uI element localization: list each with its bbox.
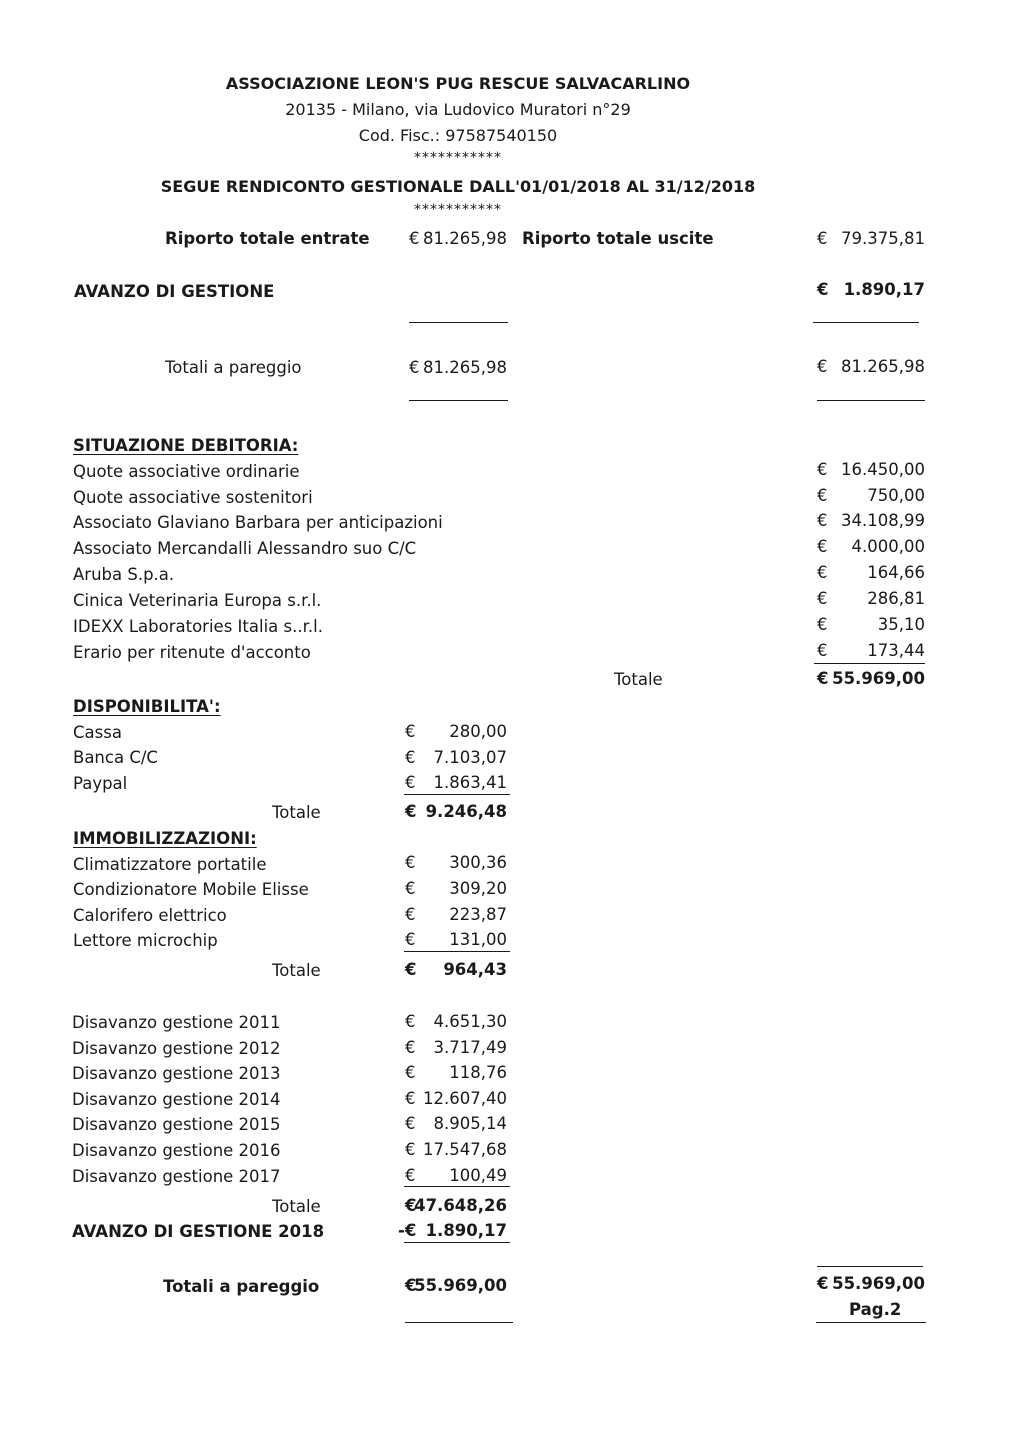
- deficits-total-value: 47.648,26: [414, 1196, 507, 1215]
- deficit-value: 3.717,49: [433, 1038, 507, 1057]
- surplus-value: 1.890,17: [843, 280, 925, 299]
- income-label: Riporto totale entrate: [165, 229, 370, 248]
- debt-label: Erario per ritenute d'acconto: [73, 643, 311, 662]
- euro-sign: €: [405, 1063, 416, 1082]
- debt-value: 16.450,00: [841, 460, 925, 479]
- debt-label: Quote associative sostenitori: [73, 488, 313, 507]
- page-number: Pag.2: [849, 1300, 902, 1319]
- tax-code: Cod. Fisc.: 97587540150: [358, 126, 558, 145]
- debt-value: 750,00: [867, 486, 925, 505]
- surplus-2018-label: AVANZO DI GESTIONE 2018: [72, 1222, 325, 1241]
- balance-right-value: 81.265,98: [841, 357, 925, 376]
- debt-label: Cinica Veterinaria Europa s.r.l.: [73, 591, 322, 610]
- euro-sign: €: [405, 1196, 417, 1215]
- final-balance-label: Totali a pareggio: [163, 1277, 320, 1296]
- euro-sign: €: [405, 722, 416, 741]
- deficit-label: Disavanzo gestione 2015: [72, 1115, 281, 1134]
- euro-sign: €: [405, 748, 416, 767]
- euro-sign: €: [405, 1089, 416, 1108]
- euro-sign: €: [409, 229, 420, 248]
- euro-sign: €: [817, 641, 828, 660]
- asset-label: Calorifero elettrico: [73, 906, 227, 925]
- rule: [405, 1322, 513, 1323]
- org-name: ASSOCIAZIONE LEON'S PUG RESCUE SALVACARLINO: [225, 74, 691, 93]
- org-address: 20135 - Milano, via Ludovico Muratori n°29: [285, 100, 631, 119]
- euro-sign: €: [405, 1038, 416, 1057]
- income-value: 81.265,98: [423, 229, 507, 248]
- report-title: SEGUE RENDICONTO GESTIONALE DALL'01/01/2018 AL 31/12/2018: [160, 177, 756, 196]
- debt-value: 35,10: [877, 615, 925, 634]
- deficit-label: Disavanzo gestione 2013: [72, 1064, 281, 1083]
- cash-total-value: 9.246,48: [425, 802, 507, 821]
- deficit-label: Disavanzo gestione 2016: [72, 1141, 281, 1160]
- debt-label: Aruba S.p.a.: [73, 565, 175, 584]
- assets-total-value: 964,43: [443, 960, 507, 979]
- assets-heading: IMMOBILIZZAZIONI:: [73, 829, 257, 848]
- final-balance-right: 55.969,00: [832, 1274, 925, 1293]
- euro-sign: €: [405, 1140, 416, 1159]
- euro-sign: €: [817, 460, 828, 479]
- debt-value: 286,81: [867, 589, 925, 608]
- debts-total-label: Totale: [614, 670, 663, 689]
- euro-sign: €: [817, 229, 828, 248]
- cash-value: 280,00: [449, 722, 507, 741]
- euro-sign: €: [409, 358, 420, 377]
- euro-sign: €: [817, 486, 828, 505]
- deficit-value: 17.547,68: [423, 1140, 507, 1159]
- rule: [404, 794, 510, 795]
- surplus-label: AVANZO DI GESTIONE: [74, 282, 275, 301]
- rule: [817, 1266, 923, 1267]
- debt-value: 173,44: [867, 641, 925, 660]
- rule: [409, 322, 508, 323]
- rule: [816, 1322, 926, 1323]
- surplus-2018-value: 1.890,17: [425, 1221, 507, 1240]
- rule: [813, 322, 919, 323]
- euro-sign: €: [405, 1114, 416, 1133]
- euro-sign: €: [405, 1166, 416, 1185]
- final-balance-left: 55.969,00: [414, 1276, 507, 1295]
- euro-sign: €: [817, 1274, 829, 1293]
- asset-value: 300,36: [449, 853, 507, 872]
- asset-value: 309,20: [449, 879, 507, 898]
- euro-sign: €: [405, 853, 416, 872]
- asset-value: 131,00: [449, 930, 507, 949]
- deficit-value: 4.651,30: [433, 1012, 507, 1031]
- euro-sign: €: [817, 669, 829, 688]
- balance-left-value: 81.265,98: [423, 358, 507, 377]
- rule: [409, 400, 508, 401]
- surplus-2018-sign: -€: [398, 1221, 417, 1240]
- euro-sign: €: [817, 563, 828, 582]
- expense-label: Riporto totale uscite: [522, 229, 714, 248]
- euro-sign: €: [817, 589, 828, 608]
- cash-total-label: Totale: [272, 803, 321, 822]
- cash-value: 1.863,41: [433, 773, 507, 792]
- asset-label: Climatizzatore portatile: [73, 855, 267, 874]
- euro-sign: €: [405, 905, 416, 924]
- euro-sign: €: [405, 930, 416, 949]
- cash-label: Paypal: [73, 774, 128, 793]
- euro-sign: €: [817, 537, 828, 556]
- euro-sign: €: [405, 879, 416, 898]
- euro-sign: €: [817, 357, 828, 376]
- euro-sign: €: [817, 615, 828, 634]
- asset-value: 223,87: [449, 905, 507, 924]
- balance-label: Totali a pareggio: [165, 358, 302, 377]
- deficit-label: Disavanzo gestione 2012: [72, 1039, 281, 1058]
- deficits-total-label: Totale: [272, 1197, 321, 1216]
- cash-heading: DISPONIBILITA':: [73, 697, 221, 716]
- debts-heading: SITUAZIONE DEBITORIA:: [73, 436, 299, 455]
- asset-label: Condizionatore Mobile Elisse: [73, 880, 309, 899]
- rule: [817, 400, 925, 401]
- euro-sign: €: [405, 773, 416, 792]
- cash-label: Banca C/C: [73, 748, 158, 767]
- debt-label: Associato Glaviano Barbara per anticipazioni: [73, 513, 443, 532]
- stars-divider-bottom: ***********: [414, 202, 502, 218]
- deficit-value: 8.905,14: [433, 1114, 507, 1133]
- debt-label: Associato Mercandalli Alessandro suo C/C: [73, 539, 417, 558]
- asset-label: Lettore microchip: [73, 931, 218, 950]
- stars-divider-top: ***********: [414, 150, 502, 166]
- deficit-label: Disavanzo gestione 2011: [72, 1013, 281, 1032]
- expense-value: 79.375,81: [841, 229, 925, 248]
- debt-value: 164,66: [867, 563, 925, 582]
- deficit-value: 118,76: [449, 1063, 507, 1082]
- deficit-label: Disavanzo gestione 2014: [72, 1090, 281, 1109]
- debt-value: 4.000,00: [851, 537, 925, 556]
- deficit-label: Disavanzo gestione 2017: [72, 1167, 281, 1186]
- deficit-value: 100,49: [449, 1166, 507, 1185]
- euro-sign: €: [405, 1012, 416, 1031]
- euro-sign: €: [817, 511, 828, 530]
- rule: [404, 951, 510, 952]
- debt-label: IDEXX Laboratories Italia s..r.l.: [73, 617, 323, 636]
- euro-sign: €: [405, 960, 417, 979]
- rule: [404, 1242, 510, 1243]
- euro-sign: €: [405, 1276, 417, 1295]
- deficit-value: 12.607,40: [423, 1089, 507, 1108]
- debt-label: Quote associative ordinarie: [73, 462, 300, 481]
- cash-label: Cassa: [73, 723, 122, 742]
- euro-sign: €: [817, 280, 829, 299]
- euro-sign: €: [405, 802, 417, 821]
- rule: [404, 1186, 510, 1187]
- debts-total-value: 55.969,00: [832, 669, 925, 688]
- rule: [814, 663, 925, 664]
- debt-value: 34.108,99: [841, 511, 925, 530]
- cash-value: 7.103,07: [433, 748, 507, 767]
- assets-total-label: Totale: [272, 961, 321, 980]
